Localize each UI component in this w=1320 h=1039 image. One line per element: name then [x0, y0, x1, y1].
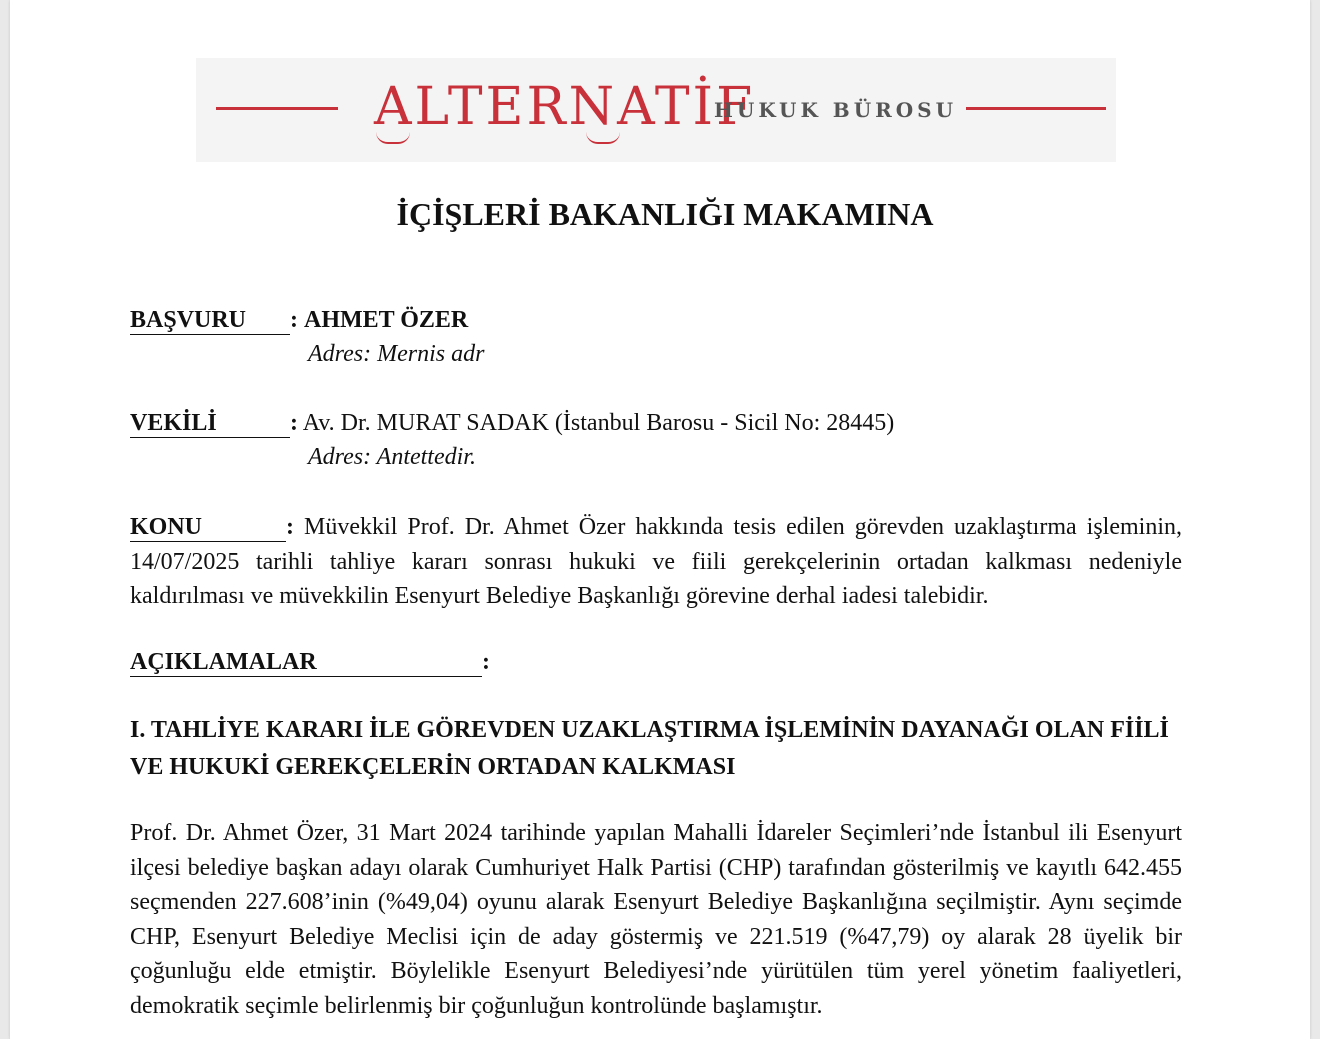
brand-subtitle: HUKUK BÜROSU: [714, 98, 958, 122]
attorney-address: Adres: Antettedir.: [308, 444, 476, 470]
scale-pan-icon: [586, 132, 620, 144]
applicant-label: BAŞVURU: [130, 306, 290, 335]
brand-logo-text: ALTERNATİF: [374, 77, 756, 137]
letterhead-rule-left: [216, 107, 338, 110]
attorney-row: [130, 409, 894, 438]
applicant-separator: :: [290, 307, 298, 333]
attorney-name: Av. Dr. MURAT SADAK (İstanbul Barosu - Sicil No: 28445): [302, 410, 895, 436]
explanations-separator: :: [482, 649, 490, 675]
explanations-label: AÇIKLAMALAR: [130, 648, 482, 677]
attorney-label: VEKİLİ: [130, 409, 290, 438]
letterhead-rule-right: [966, 107, 1106, 110]
applicant-row: [130, 306, 468, 335]
scale-pan-icon: [376, 132, 410, 144]
document-title: İÇİŞLERİ BAKANLIĞI MAKAMINA: [396, 196, 934, 232]
attorney-separator: :: [290, 410, 298, 436]
applicant-address: Adres: Mernis adr: [308, 341, 485, 367]
applicant-name: AHMET ÖZER: [304, 307, 469, 333]
subject-text: Müvekkil Prof. Dr. Ahmet Özer hakkında tesis edilen görevden uzaklaştırma işleminin, 14/07/2025 tarihli tahliye kararı sonrası hukuki ve fiili gerekçelerinin ortadan kalkması nedeniyle kaldırılması ve müvekkilin Esenyurt Belediye Başkanlığı görevine derhal iadesi talebidir.: [130, 514, 1183, 609]
section-paragraph: Prof. Dr. Ahmet Özer, 31 Mart 2024 tarihinde yapılan Mahalli İdareler Seçimleri’nde İstanbul ili Esenyurt ilçesi belediye başkan adayı olarak Cumhuriyet Halk Partisi (CHP) tarafından gösterilmiş ve kayıtlı 642.455 seçmenden 227.608’inin (%49,04) oyunu alarak Esenyurt Belediye Başkanlığına seçilmiştir. Aynı seçimde CHP, Esenyurt Belediye Meclisi için de aday göstermiş ve 221.519 (%47,79) oy alarak 28 üyelik bir çoğunluğu elde etmiştir. Böylelikle Esenyurt Belediyesi’nde yürütülen tüm yerel yönetim faaliyetleri, demokratik seçimle belirlenmiş bir çoğunluğun kontrolünde başlamıştır.: [130, 820, 1182, 1019]
subject-label: KONU: [130, 513, 286, 542]
section-heading: I. TAHLİYE KARARI İLE GÖREVDEN UZAKLAŞTIRMA İŞLEMİNİN DAYANAĞI OLAN FİİLİ VE HUKUKİ GEREKÇELERİN ORTADAN KALKMASI: [130, 717, 1169, 780]
document-page: [10, 0, 1310, 1039]
subject-separator: :: [286, 514, 294, 540]
subject-block: [130, 510, 1182, 614]
letterhead: [196, 58, 1116, 162]
explanations-row: [130, 648, 490, 677]
